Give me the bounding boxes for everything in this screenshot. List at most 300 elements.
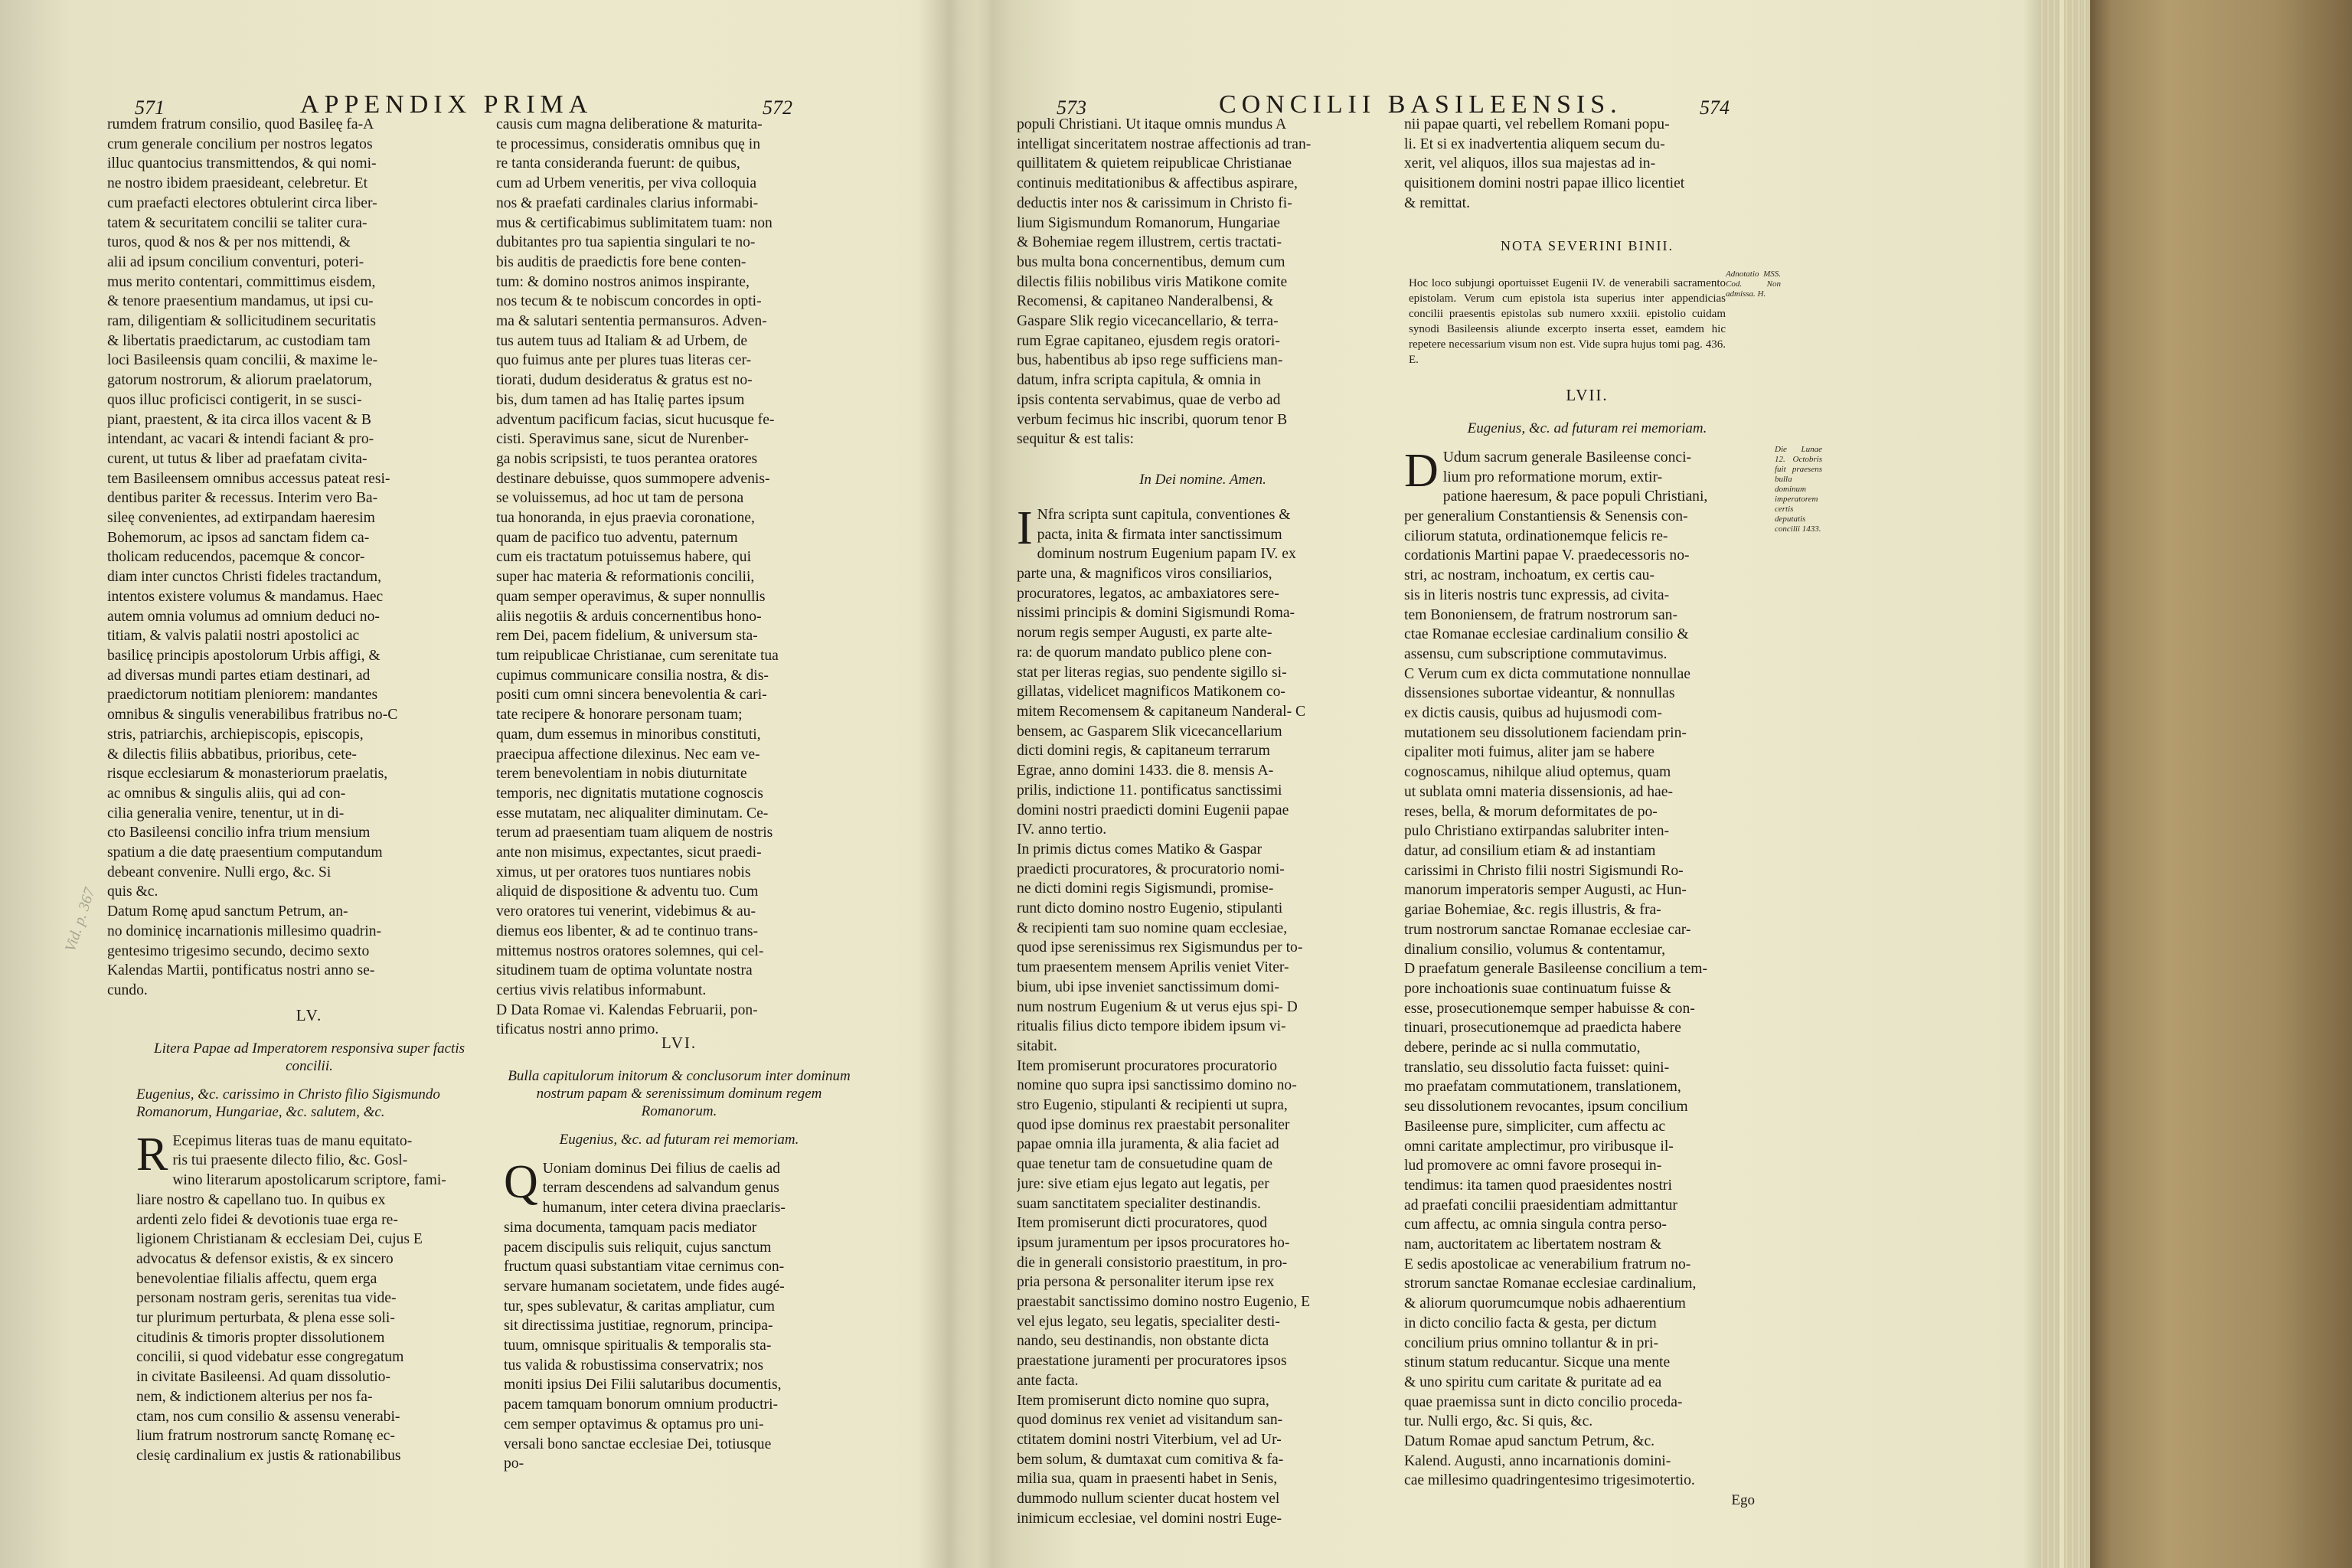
- text-line: nando, seu destinandis, non obstante dicta: [1017, 1333, 1269, 1350]
- section-lv: [136, 989, 482, 1466]
- text-line: cognoscamus, nihilque aliud optemus, quam: [1404, 764, 1671, 781]
- text-line: ligionem Christianam & ecclesiam Dei, cujus E: [136, 1231, 423, 1248]
- text-line: esse mutatam, nec aliqualiter diminutam. Ce-: [496, 805, 769, 822]
- text-line: xerit, vel aliquos, illos sua majestas ad in-: [1404, 155, 1656, 172]
- text-line: stro Eugenio, stipulanti & recipienti ut supra,: [1017, 1097, 1288, 1114]
- page-number: 573: [1057, 96, 1086, 119]
- text-line: debere, perinde ac si nulla commutatio,: [1404, 1040, 1641, 1057]
- text-line: titiam, & valvis palatii nostri apostolici ac: [107, 628, 360, 645]
- pencil-annotation: Vid. p. 367: [61, 885, 99, 954]
- text-line: tum: & domino nostros animos inspirante,: [496, 273, 750, 290]
- text-line: terum ad praesentiam tuam aliquem de nostris: [496, 825, 773, 841]
- text-line: servare humanam societatem, unde fides augé-: [504, 1278, 785, 1295]
- text-line: li. Et si ex inadvertentia aliquem secum du-: [1404, 136, 1665, 152]
- text-line: verbum fecimus hic inscribi, quorum tenor B: [1017, 411, 1288, 428]
- text-line: mus merito contentari, committimus eisdem,: [107, 273, 376, 290]
- text-line: deductis inter nos & carissimum in Christo fi-: [1017, 194, 1292, 211]
- text-line: praestabit sanctissimo domino nostro Eugenio, E: [1017, 1294, 1311, 1311]
- text-line: runt dicto domino nostro Eugenio, stipulanti: [1017, 900, 1283, 917]
- text-line: papae omnia illa juramenta, & alia faciet ad: [1017, 1136, 1279, 1153]
- text-line: cum affectu, ac omnia singula contra perso-: [1404, 1217, 1667, 1233]
- text-line: benevolentiae filialis affectu, quem erga: [136, 1270, 377, 1287]
- text-line: tificatus nostri anno primo.: [496, 1021, 659, 1038]
- text-line: tiorati, dudum desideratus & gratus est no-: [496, 372, 753, 389]
- text-line: ram, diligentiam & sollicitudinem securitatis: [107, 313, 376, 330]
- text-line: quod ipse serenissimus rex Sigismundus per to-: [1017, 939, 1303, 956]
- lvii-sidenote: Die Lunae 12. Octobris fuit praesens bulla dominum imperatorem certis deputatis concilii 1433.: [1775, 444, 1822, 534]
- text-line: nam, auctoritatem ac libertatem nostram &: [1404, 1236, 1662, 1253]
- text-line: gatorum nostrorum, & aliorum praelatorum,: [107, 372, 373, 389]
- text-line: Recomensi, & capitaneo Nanderalbensi, &: [1017, 293, 1274, 310]
- text-line: fructum quasi substantiam vitae cernimus con-: [504, 1259, 785, 1276]
- text-line: tur. Nulli ergo, &c. Si quis, &c.: [1404, 1413, 1593, 1430]
- text-line: lium pro reformatione morum, extir-: [1442, 469, 1663, 485]
- text-line: procuratores, legatos, ac ambaxiatores sere-: [1017, 585, 1279, 602]
- text-line: & libertatis praedictarum, ac custodiam tam: [107, 332, 371, 349]
- text-line: mus & certificabimus sublimitatem tuam: non: [496, 214, 773, 231]
- column-text: [107, 115, 484, 1001]
- paragraph: [504, 1155, 854, 1474]
- text-line: quam de pacifico tuo adventu, paternum: [496, 529, 738, 546]
- text-line: mitem Recomensem & capitaneum Nanderal- C: [1017, 703, 1306, 720]
- text-line: nem, & indictionem alterius per nos fa-: [136, 1388, 373, 1405]
- drop-cap: D: [1404, 444, 1439, 497]
- text-line: tus autem tuus ad Italiam & ad Urbem, de: [496, 332, 748, 349]
- text-line: cisti. Speravimus sane, sicut de Nurenber-: [496, 431, 749, 448]
- text-line: inimicum ecclesiae, vel domini nostri Euge-: [1017, 1510, 1282, 1527]
- text-line: Gaspare Slik regio vicecancellario, & terra-: [1017, 313, 1279, 330]
- text-line: situdinem tuam de optima voluntate nostra: [496, 962, 753, 979]
- text-line: pulo Christiano extirpandas salubriter inten-: [1404, 823, 1670, 840]
- text-line: strorum sanctae Romanae ecclesiae cardinalium,: [1404, 1276, 1697, 1292]
- text-line: praestatione juramenti per procuratores ipsos: [1017, 1353, 1287, 1370]
- text-line: illuc quantocius transmittendos, & qui nomi-: [107, 155, 377, 172]
- text-line: versali bono sanctae ecclesiae Dei, totiusque: [504, 1436, 772, 1452]
- text-line: Basileense pure, simpliciter, cum affectu ac: [1404, 1118, 1666, 1135]
- text-line: Udum sacrum generale Basileense conci-: [1442, 449, 1692, 466]
- paragraph-text: [504, 1155, 854, 1474]
- text-line: tum reipublicae Christianae, cum serenitate tua: [496, 647, 779, 664]
- text-line: pacem discipulis suis reliquit, cujus sanctum: [504, 1239, 772, 1256]
- text-line: ac omnibus & singulis aliis, qui ad con-: [107, 785, 346, 802]
- text-line: loci Basileensis quam concilii, & maxime le-: [107, 352, 378, 369]
- text-line: tatem & securitatem concilii se taliter cura-: [107, 214, 368, 231]
- text-line: dinalium consilio, volumus & contentamur,: [1404, 941, 1665, 958]
- text-line: ne dicti domini regis Sigismundi, promise-: [1017, 880, 1274, 897]
- text-line: & remittat.: [1404, 194, 1470, 211]
- text-line: pria persona & personaliter iterum ipse rex: [1017, 1274, 1275, 1291]
- column-text: [496, 115, 856, 1040]
- running-head: APPENDIX PRIMA: [300, 90, 593, 119]
- text-line: norum regis semper Augusti, ex parte alte-: [1017, 625, 1272, 642]
- text-line: & aliorum quorumcumque nobis adhaerentium: [1404, 1295, 1686, 1312]
- text-line: quod dominus rex veniet ad visitandum san-: [1017, 1412, 1283, 1429]
- section-number: LVI.: [661, 1034, 697, 1052]
- nota-text-block: [1404, 270, 1781, 368]
- text-line: se voluissemus, ad hoc ut tam de persona: [496, 490, 744, 507]
- text-line: ex dictis causis, quibus ad hujusmodi com-: [1404, 705, 1662, 722]
- text-line: sit directissima justitiae, regnorum, principa-: [504, 1318, 773, 1334]
- text-line: Datum Romę apud sanctum Petrum, an-: [107, 903, 348, 920]
- text-line: pacem tamquam bonorum omnium productri-: [504, 1396, 779, 1413]
- text-line: adventum pacificum facias, sicut hucusque fe-: [496, 411, 775, 428]
- text-line: D Data Romae vi. Kalendas Februarii, pon-: [496, 1001, 758, 1018]
- text-line: rumdem fratrum consilio, quod Basileę fa-A: [107, 116, 374, 132]
- text-line: te processimus, consideratis omnibus quę in: [496, 136, 761, 152]
- text-line: nomine quo supra ipsi sanctissimo domino no-: [1017, 1077, 1297, 1094]
- text-line: terem benevolentiam in nobis diuturnitate: [496, 766, 747, 782]
- text-line: cum ad Urbem veneritis, per viva colloquia: [496, 175, 757, 192]
- text-line: sequitur & est talis:: [1017, 431, 1134, 448]
- text-line: C Verum cum ex dicta commutatione nonnullae: [1404, 665, 1691, 682]
- text-line: intendant, ac vacari & intendi faciant & pro-: [107, 431, 374, 448]
- text-line: cupimus communicare consilia nostra, & dis-: [496, 667, 769, 684]
- text-line: cae millesimo quadringentesimo trigesimotertio.: [1404, 1472, 1695, 1489]
- text-line: dissensiones subortae videantur, & nonnullas: [1404, 685, 1675, 702]
- text-line: nos tecum & te nobiscum concordes in opti-: [496, 293, 762, 310]
- text-line: ris tui praesente dilecto filio, &c. Gosl-: [172, 1152, 408, 1169]
- text-line: temporis, nec dignitatis mutatione cognoscis: [496, 785, 763, 802]
- text-line: parte una, & magnificos viros consiliarios,: [1017, 566, 1272, 583]
- drop-cap: R: [136, 1128, 168, 1181]
- text-line: quos illuc proficisci contigerit, in se susci-: [107, 391, 362, 408]
- paragraph: [1404, 444, 1822, 1491]
- text-line: aliquid de dispositione & adventu tuo. Cum: [496, 884, 759, 900]
- text-line: stris, patriarchis, archiepiscopis, episcopis,: [107, 726, 364, 743]
- text-line: bis, dum tamen ad has Italię partes ipsum: [496, 391, 745, 408]
- text-line: stinum statum reducantur. Sicque una mente: [1404, 1354, 1671, 1371]
- section-number: LV.: [296, 1006, 323, 1024]
- paragraph: [1017, 501, 1389, 1529]
- text-line: ne nostro ibidem praesideant, celebretur. Et: [107, 175, 368, 192]
- text-line: moniti ipsius Dei Filii salutaribus documentis,: [504, 1377, 782, 1393]
- text-line: mo praefatam commutationem, translationem,: [1404, 1079, 1681, 1096]
- text-line: assensu, cum subscriptione commutavimus.: [1404, 645, 1668, 662]
- text-line: tem Basileensem omnibus accessus pateat resi-: [107, 470, 390, 487]
- paragraph-text: [136, 1128, 482, 1466]
- paragraph: [136, 1128, 482, 1466]
- text-line: prilis, indictione 11. pontificatus sanctissimi: [1017, 782, 1282, 799]
- text-line: in civitate Basileensi. Ad quam dissolutio-: [136, 1369, 390, 1386]
- text-line: ximus, ut per oratores tuos nuntiares nobis: [496, 864, 751, 880]
- section-title: Litera Papae ad Imperatorem responsiva super factis concilii.: [154, 1040, 465, 1074]
- text-line: debeant convenire. Nulli ergo, &c. Si: [107, 864, 332, 880]
- text-line: ga nobis scripsisti, te tuos perantea oratores: [496, 450, 758, 467]
- text-line: ante non misimus, expectantes, sicut praedi-: [496, 844, 762, 861]
- text-line: lium fratrum nostrorum sanctę Romanę ec-: [136, 1428, 395, 1445]
- text-line: liare nostro & capellano tuo. In quibus ex: [136, 1191, 386, 1208]
- text-line: Item promiserunt dicto nomine quo supra,: [1017, 1392, 1269, 1409]
- nota-sidenote: Adnotatio MSS. Cod. Non admissa. H.: [1726, 270, 1781, 299]
- text-line: ctam, nos cum consilio & assensu venerabi-: [136, 1408, 400, 1425]
- text-line: no dominicę incarnationis millesimo quadrin-: [107, 923, 382, 939]
- text-line: tholicam reducendos, pacemque & concor-: [107, 549, 365, 566]
- paragraph-text: [1017, 501, 1389, 1529]
- text-line: carissimi in Christo filii nostri Sigismundi Ro-: [1404, 862, 1684, 879]
- text-line: manorum imperatoris semper Augusti, ac Hun-: [1404, 882, 1687, 899]
- text-line: turos, quod & nos & per nos mittendi, &: [107, 234, 351, 251]
- section-number: LVII.: [1566, 386, 1609, 405]
- text-line: rem Dei, pacem fidelium, & universum sta-: [496, 628, 758, 645]
- salutation: Eugenius, &c. ad futuram rei memoriam.: [1467, 420, 1707, 436]
- text-line: ad praefati concilii praesidentiam admittantur: [1404, 1197, 1677, 1214]
- section-lvi: [504, 1017, 854, 1474]
- text-line: esse, prosecutionemque semper habuisse & con-: [1404, 1000, 1695, 1017]
- text-line: translatio, seu dissolutio facta fuisset: quini-: [1404, 1059, 1670, 1076]
- text-line: ctitatem domini nostri Viterbium, vel ad Ur-: [1017, 1432, 1282, 1448]
- column-text: [1404, 115, 1770, 214]
- text-line: suam sanctitatem specialiter destinandis.: [1017, 1195, 1261, 1212]
- text-line: dilectis filiis nobilibus viris Matikone comite: [1017, 273, 1288, 290]
- text-line: concilium prius omnino tollantur & in pri-: [1404, 1334, 1658, 1351]
- text-line: bus multa bona concernentibus, demum cum: [1017, 253, 1285, 270]
- text-line: gillatas, videlicet magnificos Matikonem co-: [1017, 684, 1285, 701]
- text-line: vero oratores tui venerint, videbimus & au-: [496, 903, 756, 920]
- text-line: nos & praefati cardinales clarius informabi-: [496, 194, 759, 211]
- text-line: causis cum magna deliberatione & maturita-: [496, 116, 763, 132]
- salutation: Eugenius, &c. carissimo in Christo filio Sigismundo Romanorum, Hungariae, &c. salutem, &c.: [136, 1086, 440, 1120]
- text-line: per generalium Constantiensis & Senensis con-: [1404, 508, 1688, 525]
- page-number: 574: [1700, 96, 1730, 119]
- text-line: quisitionem domini nostri papae illico licentiet: [1404, 175, 1685, 192]
- text-line: sitabit.: [1017, 1037, 1057, 1054]
- text-line: ardenti zelo fidei & devotionis tuae erga re-: [136, 1211, 398, 1228]
- text-line: aliis negotiis & arduis concernentibus hono-: [496, 608, 762, 625]
- catchword: Ego: [1731, 1492, 1755, 1509]
- text-line: Nfra scripta sunt capitula, conventiones &: [1037, 506, 1291, 523]
- salutation: Eugenius, &c. ad futuram rei memoriam.: [559, 1131, 799, 1148]
- text-line: milia sua, quam in praesenti habet in Senis,: [1017, 1471, 1278, 1488]
- text-line: quam, dum essemus in minoribus constituti,: [496, 726, 761, 743]
- text-line: super hac materia & reformationis concilii,: [496, 569, 755, 586]
- text-line: quis &c.: [107, 884, 158, 900]
- drop-cap: Q: [504, 1155, 538, 1208]
- text-line: dominum nostrum Eugenium papam IV. ex: [1037, 546, 1296, 563]
- text-line: quae praemissa sunt in dicto concilio proceda-: [1404, 1393, 1683, 1410]
- text-line: & Bohemiae regem illustrem, certis tractati-: [1017, 234, 1282, 251]
- text-line: ra: de quorum mandato publico plene con-: [1017, 644, 1272, 661]
- text-line: concilii, si quod videbatur esse congregatum: [136, 1349, 404, 1366]
- text-line: Item promiserunt procuratores procuratorio: [1017, 1057, 1278, 1074]
- text-line: quam semper operavimus, & super nonnullis: [496, 588, 766, 605]
- text-line: omni caritate amplectimur, pro viribusque il-: [1404, 1138, 1674, 1155]
- left-page: [0, 0, 942, 1568]
- text-line: dubitantes pro tua sapientia singulari te no-: [496, 234, 756, 251]
- text-line: rum Egrae capitaneo, ejusdem regis oratori-: [1017, 332, 1280, 349]
- text-line: num nostrum Eugenium & ut verus ejus spi- D: [1017, 998, 1298, 1015]
- text-line: humanum, inter cetera divina praeclaris-: [542, 1200, 786, 1217]
- text-line: citudinis & timoris propter dissolutionem: [136, 1329, 385, 1346]
- text-line: terram descendens ad salvandum genus: [542, 1180, 779, 1197]
- text-line: nissimi principis & domini Sigismundi Roma-: [1017, 605, 1295, 622]
- right-page: [988, 0, 2037, 1568]
- text-line: tinuari, prosecutionemque ad praedicta habere: [1404, 1020, 1681, 1037]
- text-line: D praefatum generale Basileense concilium a tem-: [1404, 961, 1708, 978]
- text-line: pacta, inita & firmata inter sanctissimum: [1037, 526, 1282, 543]
- text-line: & recipienti tam suo nomine quam ecclesiae,: [1017, 920, 1288, 936]
- text-line: tuum, omnisque spiritualis & temporalis sta-: [504, 1338, 772, 1354]
- text-line: wino literarum apostolicarum scriptore, fami-: [172, 1172, 446, 1189]
- text-line: bus, habentibus ab ipso rege sufficiens man-: [1017, 352, 1283, 369]
- text-line: spatium a die datę praesentium computandum: [107, 844, 383, 861]
- text-line: quo fuimus ante per plures tuas literas cer-: [496, 352, 752, 369]
- text-line: crum generale concilium per nostros legatos: [107, 136, 373, 152]
- text-line: & tenore praesentium mandamus, ut ipsi cu-: [107, 293, 374, 310]
- text-line: quod ipse dominus rex praestabit personaliter: [1017, 1116, 1290, 1133]
- text-line: bium, ubi ipse inveniet sanctissimum domi-: [1017, 978, 1279, 995]
- page-edge-line: [2060, 0, 2064, 1568]
- text-line: datum, infra scripta capitula, & omnia in: [1017, 372, 1261, 389]
- text-line: mittemus nostros oratores solemnes, qui cel-: [496, 942, 764, 959]
- text-line: dicti domini regis, & capitaneum terrarum: [1017, 743, 1270, 760]
- text-line: ma & salutari sententia permansuros. Adven-: [496, 313, 767, 330]
- text-line: tua honoranda, in ejus praevia coronatione,: [496, 510, 755, 527]
- text-line: intelligat sinceritatem nostrae affectionis ad tran-: [1017, 136, 1312, 152]
- column-text: [1017, 115, 1389, 449]
- text-line: die in generali consistorio praestitum, in pro-: [1017, 1254, 1288, 1271]
- text-line: continuis meditationibus & affectibus aspirare,: [1017, 175, 1298, 192]
- text-line: tem Bononiensem, de fratrum nostrorum san-: [1404, 606, 1677, 623]
- text-line: ipsum juramentum per ipsos procuratores ho-: [1017, 1234, 1290, 1251]
- text-line: basilicę principis apostolorum Urbis affigi, &: [107, 647, 381, 664]
- text-line: cipaliter moti fuimus, aliter jam se habere: [1404, 744, 1655, 761]
- text-line: Egrae, anno domini 1433. die 8. mensis A-: [1017, 763, 1274, 779]
- nota-text: Hoc loco subjungi oportuisset Eugenii IV. de venerabili sacramento epistolam. Verum cum epistola ista superius inter appendicias concilii praesentis epistolas sub numero xxxiii. epistolio cuidam synodi Basileensis aliunde excerpto inserta esset, eamdem hic repetere necessarium visum non est. Vide supra hujus tomi pag. 436. E.: [1409, 277, 1726, 367]
- text-line: po-: [504, 1455, 524, 1472]
- text-line: tus valida & robustissima conservatrix; nos: [504, 1357, 764, 1374]
- text-line: Item promiserunt dicti procuratores, quod: [1017, 1215, 1268, 1232]
- book-cover-edge: [2090, 0, 2352, 1568]
- text-line: tum praesentem mensem Aprilis veniet Viter-: [1017, 959, 1289, 976]
- text-line: omnibus & singulis venerabilibus fratribus no-C: [107, 707, 398, 724]
- text-line: cundo.: [107, 982, 148, 998]
- text-line: & dilectis filiis abbatibus, prioribus, cete-: [107, 746, 357, 763]
- drop-cap: I: [1017, 501, 1033, 554]
- text-line: stat per literas regias, suo pendente sigillo si-: [1017, 664, 1287, 681]
- text-line: lium Sigismundum Romanorum, Hungariae: [1017, 214, 1280, 231]
- text-line: cto Basileensi concilio infra trium mensium: [107, 825, 371, 841]
- text-line: lud promovere ac omni favore prosequi in-: [1404, 1158, 1662, 1174]
- text-line: diam inter cunctos Christi fideles tractandum,: [107, 569, 382, 586]
- text-line: datur, ad consilium etiam & ad instantiam: [1404, 842, 1656, 859]
- text-line: ctae Romanae ecclesiae cardinalium consilio &: [1404, 626, 1689, 643]
- text-line: praecipua affectione dilexinus. Nec eam ve-: [496, 746, 760, 763]
- text-line: dentibus pariter & recessus. Interim vero Ba-: [107, 490, 378, 507]
- text-line: intentos existere volumus & mandamus. Haec: [107, 588, 384, 605]
- text-line: populi Christiani. Ut itaque omnis mundus A: [1017, 116, 1287, 132]
- text-line: mutationem seu dissolutionem faciendam prin-: [1404, 724, 1687, 741]
- text-line: ciliorum statuta, ordinationemque felicis re-: [1404, 528, 1668, 544]
- text-line: ritualis filius dicto tempore ibidem ipsum vi-: [1017, 1018, 1286, 1035]
- text-line: risque ecclesiarum & monasteriorum praelatis,: [107, 766, 388, 782]
- text-line: tate recipere & honorare personam tuam;: [496, 707, 743, 724]
- text-line: tur plurimum perturbata, & plena esse soli-: [136, 1310, 395, 1327]
- text-line: In primis dictus comes Matiko & Gaspar: [1017, 841, 1262, 858]
- right-column-2: [1404, 115, 1822, 1511]
- text-line: sis in literis nostris tunc expressis, ad civita-: [1404, 586, 1670, 603]
- nota-heading: NOTA SEVERINI BINII.: [1500, 237, 1674, 253]
- running-head: CONCILII BASILEENSIS.: [1219, 90, 1622, 119]
- text-line: positi cum omni sincera benevolentia & cari-: [496, 687, 767, 704]
- text-line: dummodo nullum scienter ducat hostem vel: [1017, 1491, 1280, 1508]
- text-line: Ecepimus literas tuas de manu equitato-: [172, 1132, 413, 1149]
- text-line: diemus eos libenter, & ad te continuo trans-: [496, 923, 759, 939]
- in-dei-nomine: In Dei nomine. Amen.: [1139, 471, 1266, 488]
- text-line: jure: sive etiam ejus legato aut legatis, per: [1017, 1175, 1269, 1192]
- paragraph-text: [1404, 444, 1770, 1491]
- text-line: vel ejus legato, seu legatis, specialiter desti-: [1017, 1313, 1280, 1330]
- text-line: curent, ut tutus & liber ad praefatam civita-: [107, 450, 368, 467]
- text-line: sileę convenientes, ad extirpandam haeresim: [107, 510, 375, 527]
- page-number: 571: [135, 96, 165, 119]
- text-line: pore inchoationis suae continuatum fuisse &: [1404, 980, 1671, 997]
- text-line: quae tenetur tam de consuetudine quam de: [1017, 1156, 1273, 1173]
- text-line: bem solum, & dumtaxat cum comitiva & fa-: [1017, 1451, 1284, 1468]
- left-column-2: [496, 115, 856, 1040]
- text-line: gariae Bohemiae, &c. regis illustris, & fra-: [1404, 902, 1661, 919]
- text-line: Bohemorum, ac ipsos ad sanctam fidem ca-: [107, 529, 370, 546]
- text-line: bensem, ac Gasparem Slik vicecancellarium: [1017, 723, 1282, 740]
- text-line: advocatus & defensor existis, & ex sincero: [136, 1250, 394, 1267]
- text-line: cordationis Martini papae V. praedecessoris no-: [1404, 547, 1690, 564]
- text-line: clesię cardinalium ex justis & rationabilibus: [136, 1447, 401, 1464]
- text-line: stri, ac nostram, inchoatum, ex certis cau-: [1404, 567, 1655, 584]
- text-line: re tanta consideranda fuerunt: de quibus,: [496, 155, 740, 172]
- text-line: ad diversas mundi partes etiam destinari, ad: [107, 667, 371, 684]
- text-line: Datum Romae apud sanctum Petrum, &c.: [1404, 1433, 1655, 1450]
- page-number: 572: [763, 96, 792, 119]
- text-line: certius vivis relatibus informabunt.: [496, 982, 707, 998]
- text-line: tendimus: ita tamen quod praesidentes nostri: [1404, 1177, 1672, 1194]
- text-line: & uno spiritu cum caritate & puritate ad ea: [1404, 1374, 1662, 1390]
- text-line: destinare debuisse, quos summopere advenis-: [496, 470, 770, 487]
- text-line: sima documenta, tamquam pacis mediator: [504, 1219, 757, 1236]
- left-column-1: [107, 115, 484, 1001]
- text-line: cem semper optavimus & optamus pro uni-: [504, 1416, 764, 1432]
- text-line: ante facta.: [1017, 1372, 1079, 1389]
- text-line: tur, spes sublevatur, & caritas ampliatur, cum: [504, 1298, 776, 1315]
- text-line: praedictorum notitiam pleniorem: mandantes: [107, 687, 378, 704]
- text-line: nii papae quarti, vel rebellem Romani popu-: [1404, 116, 1670, 132]
- text-line: ut sublata omni materia dissensionis, ad hae-: [1404, 783, 1673, 800]
- text-line: gentesimo trigesimo secundo, decimo sexto: [107, 942, 370, 959]
- text-line: domini nostri praedicti domini Eugenii papae: [1017, 802, 1289, 818]
- text-line: cilia generalia venire, tenentur, ut in di-: [107, 805, 345, 822]
- text-line: trum nostrorum sanctae Romanae ecclesiae car-: [1404, 921, 1691, 938]
- text-line: piant, praestent, & ita circa illos vacent & B: [107, 411, 371, 428]
- text-line: Uoniam dominus Dei filius de caelis ad: [542, 1160, 780, 1177]
- text-line: reses, bella, & morum deformitates de po-: [1404, 803, 1658, 820]
- text-line: personam nostram geris, serenitas tua vide-: [136, 1290, 397, 1307]
- text-line: bis auditis de praedictis fore bene conten-: [496, 253, 746, 270]
- text-line: quillitatem & quietem reipublicae Christianae: [1017, 155, 1292, 172]
- text-line: autem omnia volumus ad omnium deduci no-: [107, 608, 380, 625]
- text-line: praedicti procuratores, & procuratorio nomi-: [1017, 861, 1285, 877]
- text-line: E sedis apostolicae ac venerabilium fratrum no-: [1404, 1256, 1691, 1272]
- text-line: Kalendas Martii, pontificatus nostri anno se-: [107, 962, 375, 979]
- text-line: ipsis contenta servabimus, quae de verbo ad: [1017, 391, 1281, 408]
- text-line: alii ad ipsum concilium conventuri, poteri-: [107, 253, 364, 270]
- text-line: in dicto concilio facta & gesta, per dictum: [1404, 1315, 1657, 1331]
- section-title: Bulla capitulorum initorum & conclusorum inter dominum nostrum papam & serenissimum dominum regem Romanorum.: [508, 1067, 851, 1119]
- text-line: Kalend. Augusti, anno incarnationis domini-: [1404, 1452, 1671, 1469]
- right-column-1: [1017, 115, 1389, 1529]
- text-line: seu dissolutionem revocantes, ipsum concilium: [1404, 1099, 1688, 1116]
- text-line: cum eis tractatum potuissemus habere, qui: [496, 549, 752, 566]
- text-line: IV. anno tertio.: [1017, 822, 1107, 838]
- text-line: patione haeresum, & pace populi Christiani,: [1442, 488, 1708, 505]
- text-line: cum praefacti electores obtulerint circa liber-: [107, 194, 377, 211]
